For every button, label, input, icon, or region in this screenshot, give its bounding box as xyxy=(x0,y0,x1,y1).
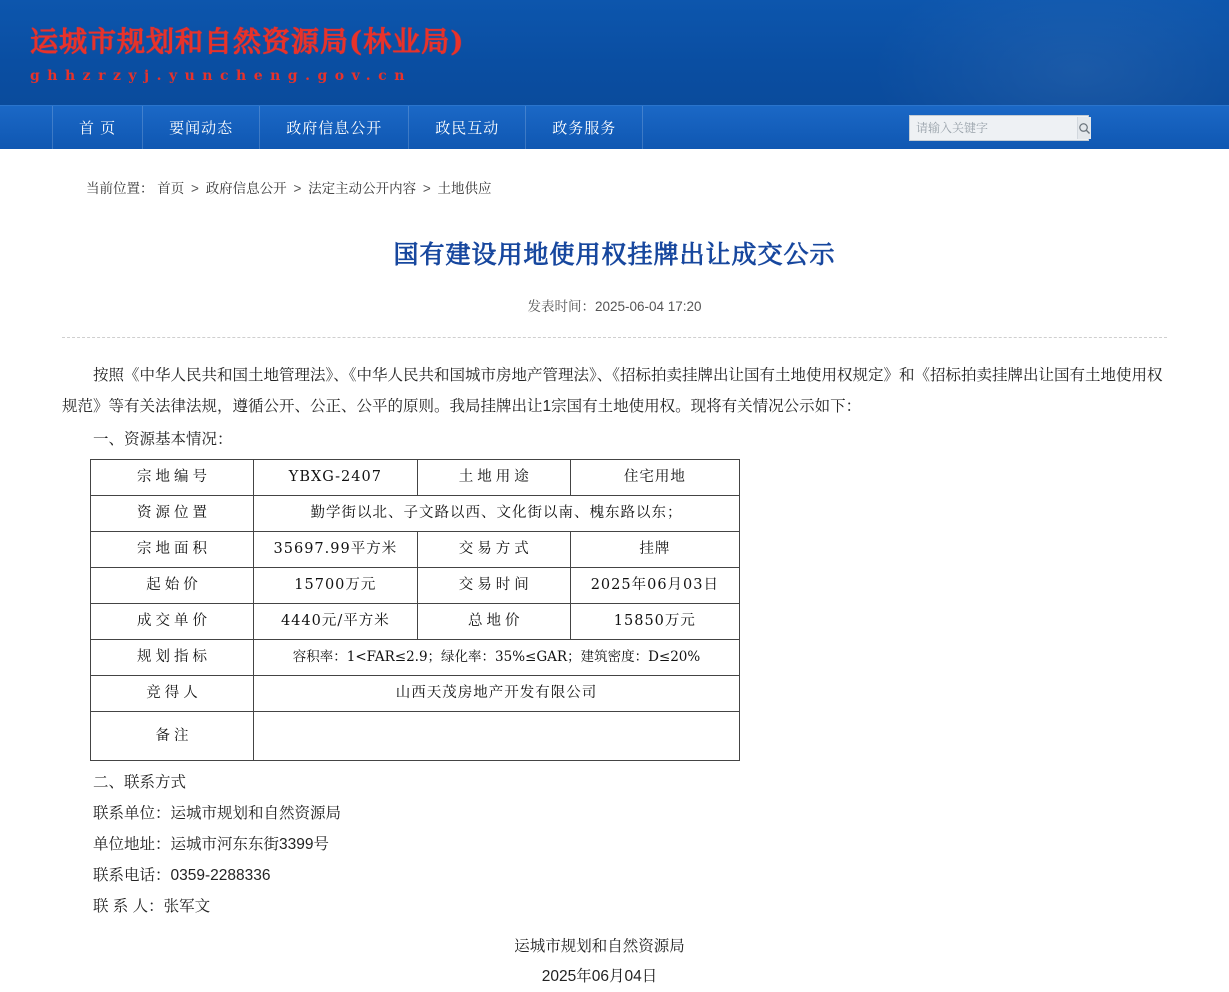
signature-block xyxy=(62,932,1167,992)
signature-org: 运城市规划和自然资源局 xyxy=(514,938,685,955)
article-body xyxy=(62,360,1167,992)
row-value-land-use: 住宅用地 xyxy=(570,460,739,496)
section-title-1: 一、资源基本情况： xyxy=(93,431,233,448)
row-label-location: 资源位置 xyxy=(91,496,254,532)
breadcrumb-item-statutory-disclosure[interactable]: 法定主动公开内容 xyxy=(308,181,417,196)
breadcrumb-separator: > xyxy=(191,181,199,196)
row-value-remark xyxy=(254,712,740,761)
breadcrumb-separator: > xyxy=(293,181,302,196)
search-input[interactable] xyxy=(910,121,1077,135)
site-header xyxy=(0,0,1229,105)
contact-person: 联 系 人：张军文 xyxy=(93,898,211,915)
row-label-parcel-number: 宗地编号 xyxy=(91,460,254,496)
breadcrumb-separator: > xyxy=(422,181,431,196)
nav-item-label: 政民互动 xyxy=(435,120,500,137)
publish-label: 发表时间： xyxy=(527,299,595,314)
intro-paragraph: 按照《中华人民共和国土地管理法》、《中华人民共和国城市房地产管理法》、《招标拍卖挂牌出让国有土地使用权规定》和《招标拍卖挂牌出让国有土地使用权规范》等有关法律法规，遵循公开、公正、公平的原则。我局挂牌出让1宗国有土地使用权。现将有关情况公示如下： xyxy=(62,367,1163,415)
search-icon xyxy=(1078,122,1091,135)
row-label-winner: 竞得人 xyxy=(91,676,254,712)
meta-divider xyxy=(62,337,1167,338)
row-label-trade-time: 交易时间 xyxy=(417,568,570,604)
nav-item-home[interactable] xyxy=(52,106,143,149)
nav-item-interaction[interactable] xyxy=(409,106,526,149)
row-label-planning-index: 规划指标 xyxy=(91,640,254,676)
table-row xyxy=(91,604,740,640)
land-info-table xyxy=(90,459,740,761)
main-navigation xyxy=(0,105,1229,149)
table-row xyxy=(91,676,740,712)
breadcrumb-prefix: 当前位置： xyxy=(86,181,154,196)
search-button[interactable] xyxy=(1077,117,1091,139)
row-value-start-price: 15700万元 xyxy=(254,568,418,604)
table-row xyxy=(91,460,740,496)
row-value-total-price: 15850万元 xyxy=(570,604,739,640)
row-label-total-price: 总地价 xyxy=(417,604,570,640)
nav-item-label: 政府信息公开 xyxy=(286,120,383,137)
row-value-area: 35697.99平方米 xyxy=(254,532,418,568)
row-label-start-price: 起始价 xyxy=(91,568,254,604)
row-label-trade-method: 交易方式 xyxy=(417,532,570,568)
page-title: 国有建设用地使用权挂牌出让成交公示 xyxy=(393,241,836,269)
breadcrumb-item-home[interactable]: 首页 xyxy=(157,181,185,196)
site-title: 运城市规划和自然资源局(林业局) xyxy=(30,25,465,58)
signature-date: 2025年06月04日 xyxy=(541,968,658,985)
row-value-unit-price: 4440元/平方米 xyxy=(254,604,418,640)
contact-unit: 联系单位：运城市规划和自然资源局 xyxy=(93,805,342,822)
table-row xyxy=(91,532,740,568)
breadcrumb xyxy=(86,177,1229,197)
nav-item-government-info[interactable] xyxy=(260,106,409,149)
row-label-area: 宗地面积 xyxy=(91,532,254,568)
nav-item-label: 要闻动态 xyxy=(169,120,234,137)
nav-item-services[interactable] xyxy=(526,106,643,149)
table-row xyxy=(91,712,740,761)
section-title-2: 二、联系方式 xyxy=(93,774,187,791)
row-label-unit-price: 成交单价 xyxy=(91,604,254,640)
table-row xyxy=(91,640,740,676)
contact-address: 单位地址：运城市河东东街3399号 xyxy=(93,836,329,853)
article xyxy=(62,235,1167,992)
row-value-winner: 山西天茂房地产开发有限公司 xyxy=(254,676,740,712)
breadcrumb-item-government-info[interactable]: 政府信息公开 xyxy=(205,181,287,196)
nav-item-label: 政务服务 xyxy=(552,120,617,137)
row-value-planning-index: 容积率：1<FAR≤2.9；绿化率：35%≤GAR；建筑密度：D≤20% xyxy=(254,640,740,676)
table-row xyxy=(91,568,740,604)
site-logo[interactable] xyxy=(30,20,465,84)
row-value-parcel-number: YBXG-2407 xyxy=(254,460,418,496)
publish-meta xyxy=(62,295,1167,315)
contact-phone: 联系电话：0359-2288336 xyxy=(93,867,271,884)
row-value-location: 勤学街以北、子文路以西、文化街以南、槐东路以东； xyxy=(254,496,740,532)
search-box xyxy=(909,115,1089,141)
nav-item-news[interactable] xyxy=(143,106,260,149)
breadcrumb-item-land-supply[interactable]: 土地供应 xyxy=(437,181,492,196)
table-row xyxy=(91,496,740,532)
publish-time: 2025-06-04 17:20 xyxy=(594,299,702,314)
contact-section xyxy=(62,767,1167,922)
nav-item-list xyxy=(52,106,643,149)
row-value-trade-time: 2025年06月03日 xyxy=(570,568,739,604)
page-content xyxy=(0,177,1229,992)
row-label-remark: 备注 xyxy=(91,712,254,761)
site-domain: ghhzrzyj.yuncheng.gov.cn xyxy=(30,68,412,84)
row-label-land-use: 土地用途 xyxy=(417,460,570,496)
nav-item-label: 首 页 xyxy=(79,120,117,137)
row-value-trade-method: 挂牌 xyxy=(570,532,739,568)
